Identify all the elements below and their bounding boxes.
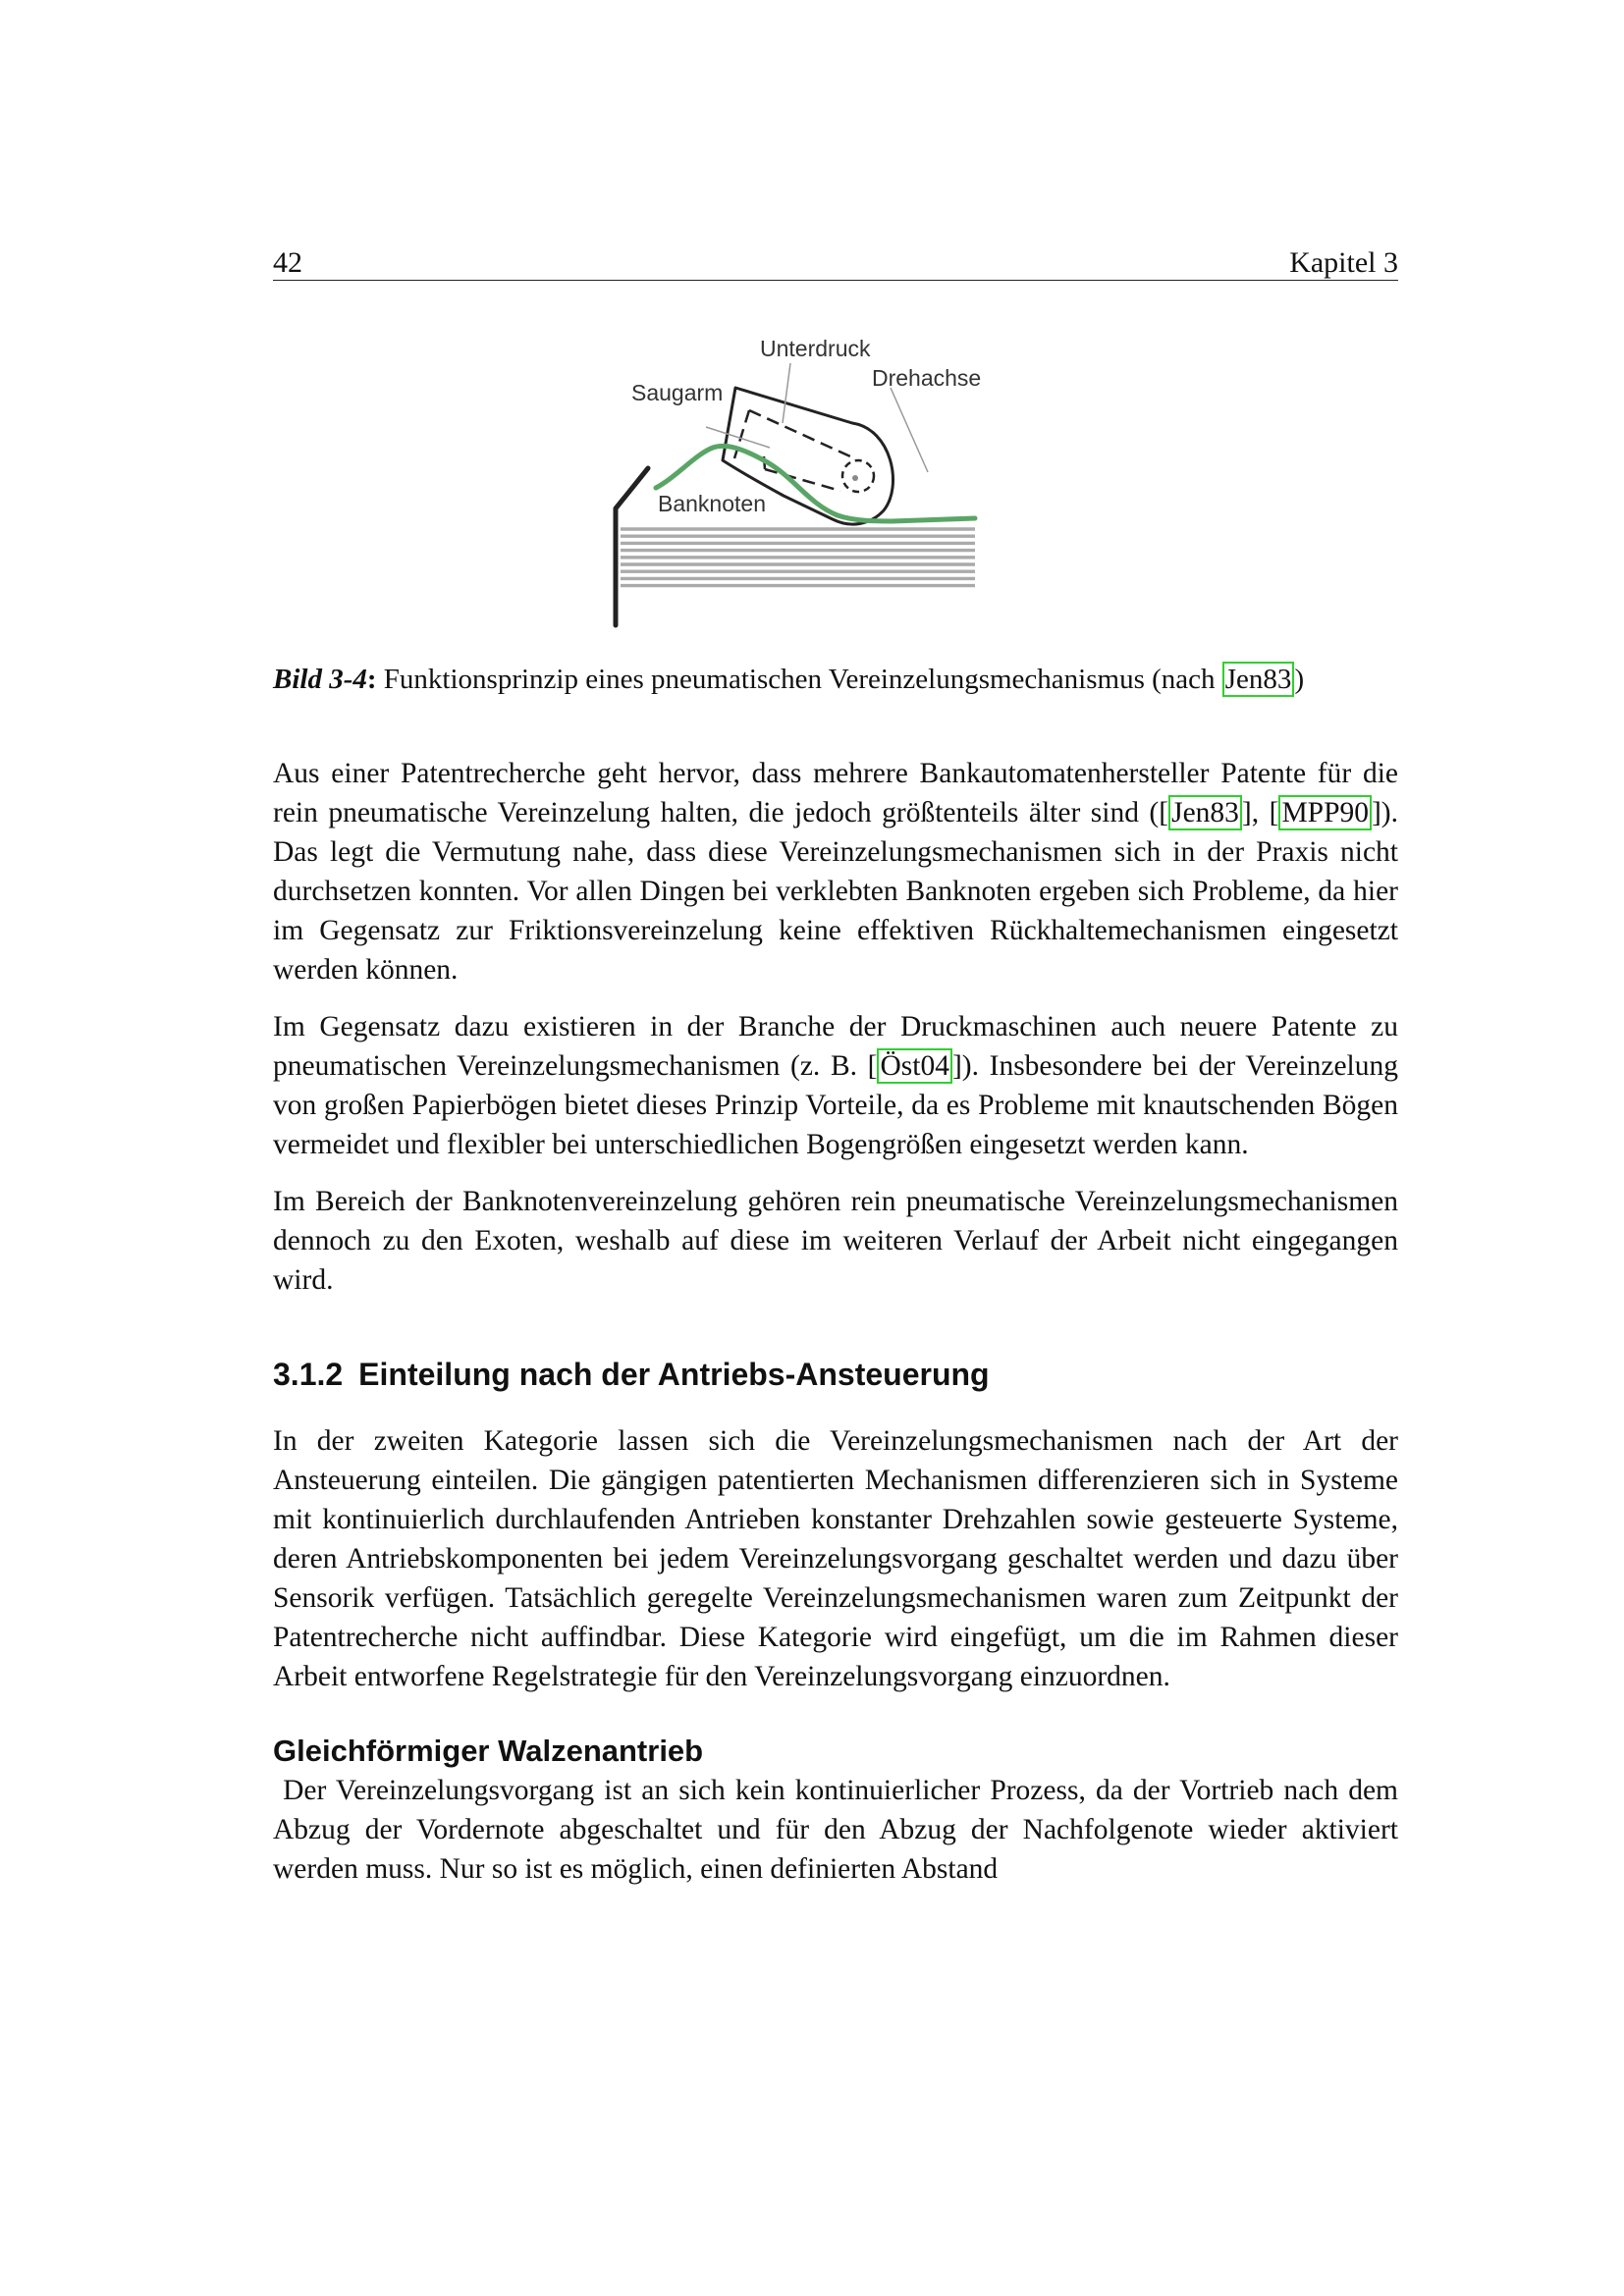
running-header bbox=[273, 240, 1398, 281]
chapter-title: Kapitel 3 bbox=[1289, 246, 1398, 279]
text-run: Aus einer Patentrecherche geht hervor, dass mehrere Bankautomatenhersteller Patente für die rein pneumatische Vereinzelung halten, die jedoch größtenteils älter sind ([ bbox=[273, 758, 1398, 828]
section-title: Einteilung nach der Antriebs-Ansteuerung bbox=[358, 1357, 990, 1392]
guide-wall bbox=[616, 468, 648, 625]
citation-link[interactable]: MPP90 bbox=[1278, 795, 1372, 830]
pivot-center bbox=[852, 475, 858, 481]
banknote-stack bbox=[621, 529, 975, 586]
label-saugarm: Saugarm bbox=[631, 380, 724, 405]
text-run: ], [ bbox=[1241, 797, 1279, 828]
figure-pneumatic-mechanism bbox=[597, 329, 1088, 643]
paragraph bbox=[273, 754, 1398, 989]
text-run: Im Gegensatz dazu existieren in der Branche der Druckmaschinen auch neuere Patente zu pneumatischen Vereinzelungsmechanismen (z. B. [ bbox=[273, 1011, 1398, 1082]
caption-colon: : bbox=[366, 664, 377, 695]
citation-link[interactable]: Öst04 bbox=[877, 1048, 951, 1084]
paragraph bbox=[273, 1007, 1398, 1164]
caption-close: ) bbox=[1294, 664, 1305, 695]
paragraph: Im Bereich der Banknotenvereinzelung gehören rein pneumatische Vereinzelungsmechanismen dennoch zu den Exoten, weshalb auf diese im weiteren Verlauf der Arbeit nicht eingegangen wird. bbox=[273, 1186, 1398, 1296]
text-run: ]). Das legt die Vermutung nahe, dass diese Vereinzelungsmechanismen sich in der Praxis nicht durchsetzen konnten. Vor allen Dingen bei verklebten Banknoten ergeben sich Probleme, da hier im Gegensatz zur Friktionsvereinzelung keine effektiven Rückhaltemechanismen eingesetzt werden können. bbox=[273, 797, 1399, 986]
text-run: ]). Insbesondere bei der Vereinzelung von großen Papierbögen bietet dieses Prinzip Vorteile, da es Probleme mit knautschenden Bögen vermeidet und flexibler bei unterschiedlichen Bogengrößen eingesetzt werden kann. bbox=[273, 1050, 1398, 1160]
caption-text: Funktionsprinzip eines pneumatischen Vereinzelungsmechanismus (nach bbox=[376, 664, 1222, 695]
citation-link[interactable]: Jen83 bbox=[1222, 662, 1295, 697]
paragraph: In der zweiten Kategorie lassen sich die Vereinzelungsmechanismen nach der Art der Ansteuerung einteilen. Die gängigen patentierten Mechanismen differenzieren sich in Systeme mit kontinuierlich durchlaufenden Antrieben konstanter Drehzahlen sowie gesteuerte Systeme, deren Antriebskomponenten bei jedem Vereinzelungsvorgang geschaltet werden und dazu über Sensorik verfügen. Tatsächlich geregelte Vereinzelungsmechanismen waren zum Zeitpunkt der Patentrecherche nicht auffindbar. Diese Kategorie wird eingefügt, um die im Rahmen dieser Arbeit entworfene Regelstrategie für den Vereinzelungsvorgang einzuordnen. bbox=[273, 1425, 1398, 1692]
label-unterdruck: Unterdruck bbox=[760, 336, 871, 361]
caption-label: Bild 3-4 bbox=[273, 664, 367, 695]
paragraph: Der Vereinzelungsvorgang ist an sich kein kontinuierlicher Prozess, da der Vortrieb nach dem Abzug der Vordernote abgeschaltet und für den Abzug der Nachfolgenote wieder aktiviert werden muss. Nur so ist es möglich, einen definierten Abstand bbox=[273, 1775, 1406, 1885]
body-text bbox=[273, 754, 1406, 1906]
mechanism-diagram bbox=[597, 329, 1088, 643]
label-drehachse: Drehachse bbox=[872, 365, 982, 391]
leader-drehachse bbox=[891, 388, 928, 472]
section-number: 3.1.2 bbox=[273, 1357, 344, 1392]
label-banknoten: Banknoten bbox=[658, 491, 766, 516]
page-number: 42 bbox=[273, 246, 302, 279]
figure-caption bbox=[273, 660, 1398, 699]
citation-link[interactable]: Jen83 bbox=[1168, 795, 1242, 830]
paragraph-heading: Gleichförmiger Walzenantrieb bbox=[273, 1734, 704, 1768]
section-heading bbox=[273, 1355, 1398, 1394]
